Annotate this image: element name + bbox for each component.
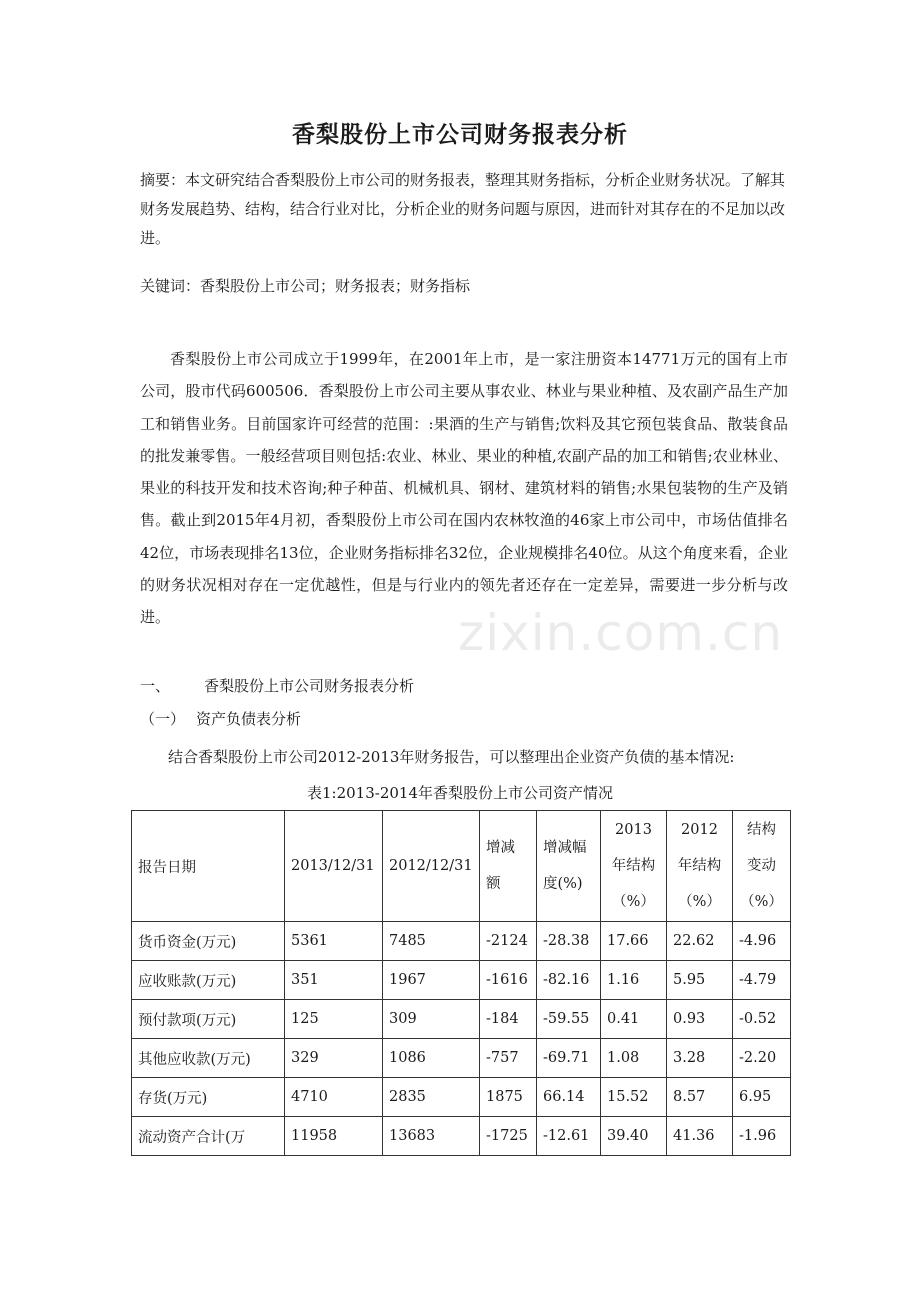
table-header-row [132,811,791,922]
header-change-pct-line1: 增减幅 [543,840,587,856]
cell-change-amount: 1875 [480,1078,537,1117]
table-row [132,1000,791,1039]
cell-2013: 125 [285,1000,383,1039]
header-change-amount-line1: 增减 [486,840,515,856]
header-struct-change-line2: 变动 [747,858,776,874]
header-struct-2013 [601,811,667,922]
section-heading [140,674,414,698]
cell-2012: 309 [383,1000,480,1039]
cell-struct-2013: 0.41 [601,1000,667,1039]
cell-change-amount: -1725 [480,1117,537,1156]
cell-item: 流动资产合计(万 [132,1117,285,1156]
table-caption: 表1:2013-2014年香梨股份上市公司资产情况 [306,784,613,802]
cell-struct-change: -1.96 [733,1117,791,1156]
header-change-pct-line2: 度(%) [543,876,583,892]
cell-struct-2013: 1.16 [601,961,667,1000]
cell-struct-change: 6.95 [733,1078,791,1117]
cell-struct-change: -2.20 [733,1039,791,1078]
cell-change-amount: -184 [480,1000,537,1039]
cell-struct-change: -4.96 [733,922,791,961]
abstract-paragraph: 摘要：本文研究结合香梨股份上市公司的财务报表，整理其财务指标，分析企业财务状况。了解其财务发展趋势、结构，结合行业对比，分析企业的财务问题与原因，进而针对其存在的不足加以改进。 [140,171,786,247]
cell-2013: 11958 [285,1117,383,1156]
table-row [132,1117,791,1156]
subsection-title: 资产负债表分析 [196,710,302,728]
cell-struct-2013: 17.66 [601,922,667,961]
subsection-heading [140,707,301,731]
cell-2013: 4710 [285,1078,383,1117]
header-change-amount [480,811,537,922]
cell-change-amount: -1616 [480,961,537,1000]
header-struct-2013-line2: 年结构 [611,858,656,874]
table-row [132,1039,791,1078]
cell-struct-2012: 3.28 [667,1039,733,1078]
header-2013: 2013/12/31 [285,811,383,922]
cell-struct-2012: 0.93 [667,1000,733,1039]
cell-item: 其他应收款(万元) [132,1039,285,1078]
section-title: 香梨股份上市公司财务报表分析 [204,677,415,695]
cell-struct-2012: 22.62 [667,922,733,961]
cell-2012: 1086 [383,1039,480,1078]
header-struct-change [733,811,791,922]
cell-struct-2013: 15.52 [601,1078,667,1117]
header-change-pct [537,811,601,922]
header-struct-2012 [667,811,733,922]
cell-change-pct: -82.16 [537,961,601,1000]
cell-2012: 7485 [383,922,480,961]
cell-struct-2012: 41.36 [667,1117,733,1156]
keywords-line: 关键词：香梨股份上市公司；财务报表；财务指标 [140,277,471,295]
cell-struct-change: -0.52 [733,1000,791,1039]
document-title: 香梨股份上市公司财务报表分析 [292,122,628,148]
cell-item: 预付款项(万元) [132,1000,285,1039]
table-row [132,961,791,1000]
section-number: 一、 [140,677,171,695]
intro-paragraph: 香梨股份上市公司成立于1999年，在2001年上市，是一家注册资本14771万元的国有上市公司，股市代码600506．香梨股份上市公司主要从事农业、林业与果业种植、及农副产品生产加工和销售业务。目前国家许可经营的范围：:果酒的生产与销售;饮料及其它预包装食品、散装食品的批发兼零售。一般经营项目则包括:农业、林业、果业的种植,农副产品的加工和销售;农业林业、果业的科技开发和技术咨询;种子种苗、机械机具、钢材、建筑材料的销售;水果包装物的生产及销售。截止到2015年4月初，香梨股份上市公司在国内农林牧渔的46家上市公司中，市场估值排名42位，市场表现排名13位，企业财务指标排名32位，企业规模排名40位。从这个角度来看，企业的财务状况相对存在一定优越性，但是与行业内的领先者还存在一定差异，需要进一步分析与改进。 [140,350,788,627]
cell-change-amount: -757 [480,1039,537,1078]
cell-2013: 5361 [285,922,383,961]
cell-change-pct: -12.61 [537,1117,601,1156]
cell-struct-2012: 8.57 [667,1078,733,1117]
cell-2013: 351 [285,961,383,1000]
cell-struct-2012: 5.95 [667,961,733,1000]
cell-struct-2013: 1.08 [601,1039,667,1078]
cell-struct-2013: 39.40 [601,1117,667,1156]
table-row [132,922,791,961]
header-struct-change-line3: （%） [740,894,783,910]
cell-item: 存货(万元) [132,1078,285,1117]
header-2012: 2012/12/31 [383,811,480,922]
cell-change-pct: 66.14 [537,1078,601,1117]
header-struct-change-line1: 结构 [747,822,776,838]
balance-table [131,810,791,1156]
subsection-number: （一） [140,710,186,728]
cell-item: 货币资金(万元) [132,922,285,961]
cell-2013: 329 [285,1039,383,1078]
header-struct-2012-line3: （%） [678,894,721,910]
header-change-amount-line2: 额 [486,876,501,892]
header-struct-2013-line1: 2013 [615,822,652,838]
cell-item: 应收账款(万元) [132,961,285,1000]
cell-change-pct: -59.55 [537,1000,601,1039]
cell-2012: 13683 [383,1117,480,1156]
header-struct-2012-line2: 年结构 [677,858,722,874]
cell-change-pct: -28.38 [537,922,601,961]
cell-2012: 2835 [383,1078,480,1117]
table-lead-sentence: 结合香梨股份上市公司2012-2013年财务报告，可以整理出企业资产负债的基本情况: [168,748,735,766]
cell-change-pct: -69.71 [537,1039,601,1078]
cell-2012: 1967 [383,961,480,1000]
header-date: 报告日期 [132,811,285,922]
watermark: zixin.com.cn [458,604,784,662]
cell-change-amount: -2124 [480,922,537,961]
cell-struct-change: -4.79 [733,961,791,1000]
header-struct-2012-line1: 2012 [681,822,718,838]
table-row [132,1078,791,1117]
header-struct-2013-line3: （%） [612,894,655,910]
